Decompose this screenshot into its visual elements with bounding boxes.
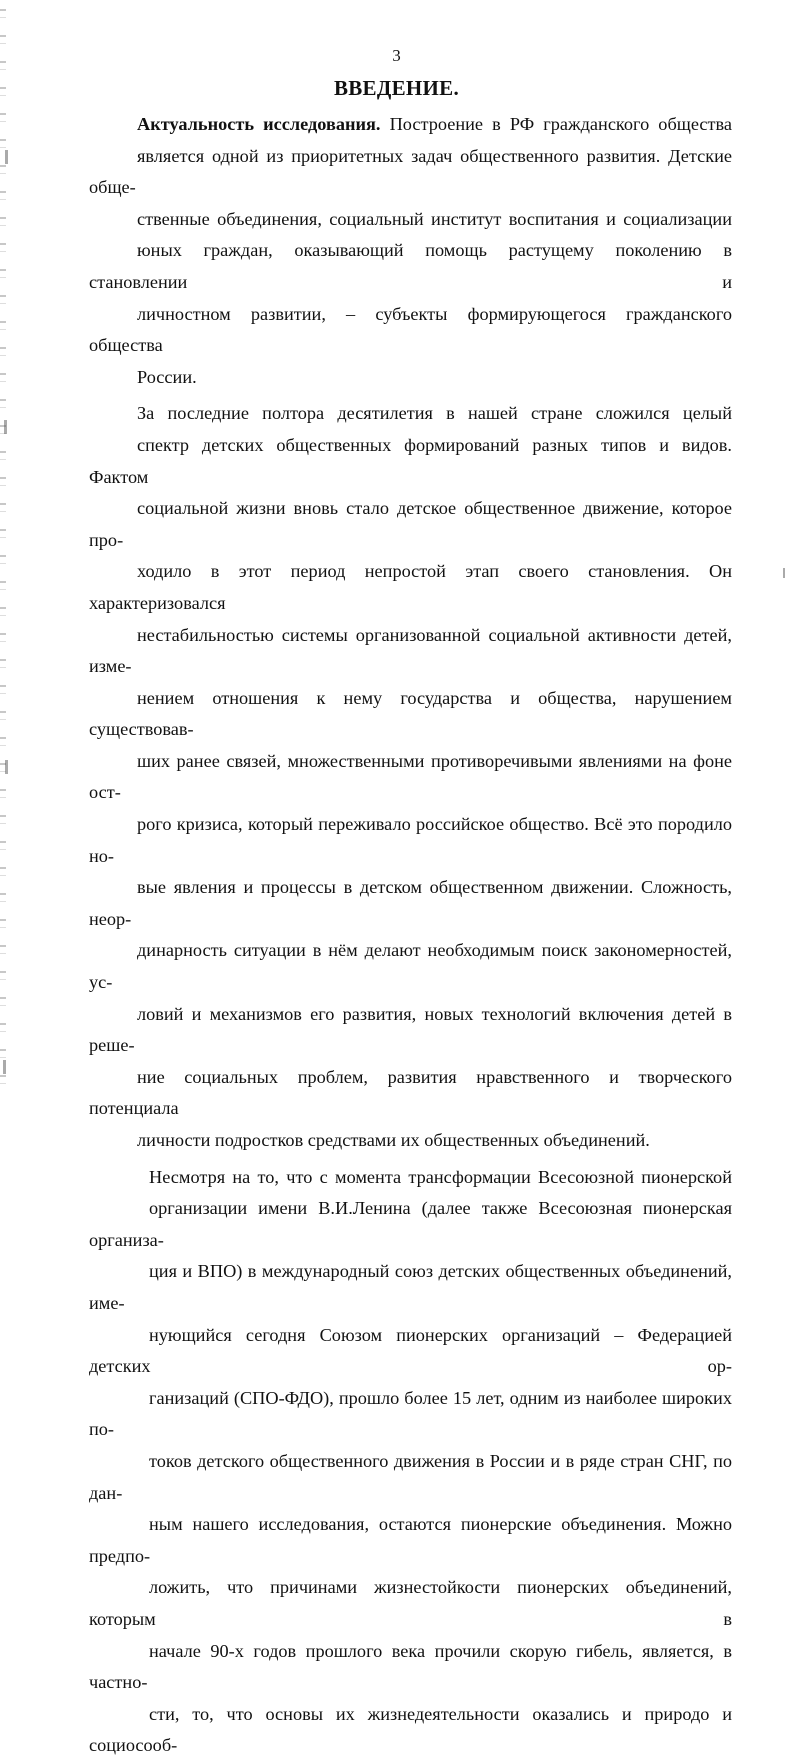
text-line: сти, то, что основы их жизнедеятельности оказались и природо и социосооб- [89, 1703, 732, 1756]
text-line: За последние полтора десятилетия в нашей стране сложился целый [137, 403, 732, 424]
text-line: нением отношения к нему государства и общества, нарушением существовав- [89, 687, 732, 740]
text-line: юных граждан, оказывающий помощь растущему поколению в становлении и [89, 240, 732, 292]
text-line: ным нашего исследования, остаются пионерские объединения. Можно предпо- [89, 1514, 732, 1566]
text-line: является одной из приоритетных задач общественного развития. Детские обще- [89, 145, 732, 198]
paragraph-movement [89, 398, 732, 1156]
text-line: нующийся сегодня Союзом пионерских организаций – Федерацией детских ор- [89, 1324, 732, 1377]
paragraph-relevance [89, 109, 732, 393]
relevance-heading: Актуальность исследования. [137, 114, 381, 134]
text-line: ганизаций (СПО-ФДО), прошло более 15 лет, одним из наиболее широких по- [89, 1387, 732, 1440]
text-line: Несмотря на то, что с момента трансформации Всесоюзной пионерской [149, 1166, 732, 1187]
text-line: личностном развитии, – субъекты формирующегося гражданского общества [89, 303, 732, 356]
page-number: 3 [392, 46, 401, 65]
text-line: личности подростков средствами их общественных объединений. [137, 1130, 650, 1150]
text-line: рого кризиса, который переживало российское общество. Всё это породило но- [89, 814, 732, 866]
scan-edge-artifact [0, 0, 6, 1096]
text-line: ция и ВПО) в международный союз детских общественных объединений, име- [89, 1261, 732, 1313]
text-line: начале 90-х годов прошлого века прочили скорую гибель, является, в частно- [89, 1640, 732, 1693]
text-line: ложить, что причинами жизнестойкости пионерских объединений, которым в [89, 1577, 732, 1629]
paragraph-pioneers [89, 1162, 732, 1762]
text-line: вые явления и процессы в детском общественном движении. Сложность, неор- [89, 877, 732, 929]
text-line: ших ранее связей, множественными противоречивыми явлениями на фоне ост- [89, 750, 732, 803]
text-line: ственные объединения, социальный институт воспитания и социализации [137, 208, 732, 229]
scan-speck [4, 420, 7, 434]
text-line: Актуальность исследования. Построение в РФ гражданского общества [137, 114, 733, 134]
text-line: нестабильностью системы организованной социальной активности детей, изме- [89, 624, 732, 677]
text-line: социальной жизни вновь стало детское общественное движение, которое про- [89, 498, 732, 550]
text-line: ловий и механизмов его развития, новых технологий включения детей в реше- [89, 1003, 732, 1056]
text-line: динарность ситуации в нём делают необходимым поиск закономерностей, ус- [89, 940, 732, 993]
scan-speck [5, 760, 8, 774]
text-line: токов детского общественного движения в России и в ряде стран СНГ, по дан- [89, 1450, 732, 1503]
text-line: России. [137, 366, 197, 387]
document-body [89, 109, 732, 1762]
scan-speck [5, 150, 8, 164]
scan-speck [783, 568, 785, 578]
text-line: организации имени В.И.Ленина (далее также Всесоюзная пионерская организа- [89, 1198, 732, 1250]
text-line: ходило в этот период непростой этап своего становления. Он характеризовался [89, 561, 732, 613]
page-title: ВВЕДЕНИЕ. [333, 76, 460, 100]
text-line: ние социальных проблем, развития нравственного и творческого потенциала [89, 1066, 732, 1119]
text-line: спектр детских общественных формирований разных типов и видов. Фактом [89, 434, 732, 487]
scan-speck [3, 1060, 6, 1074]
